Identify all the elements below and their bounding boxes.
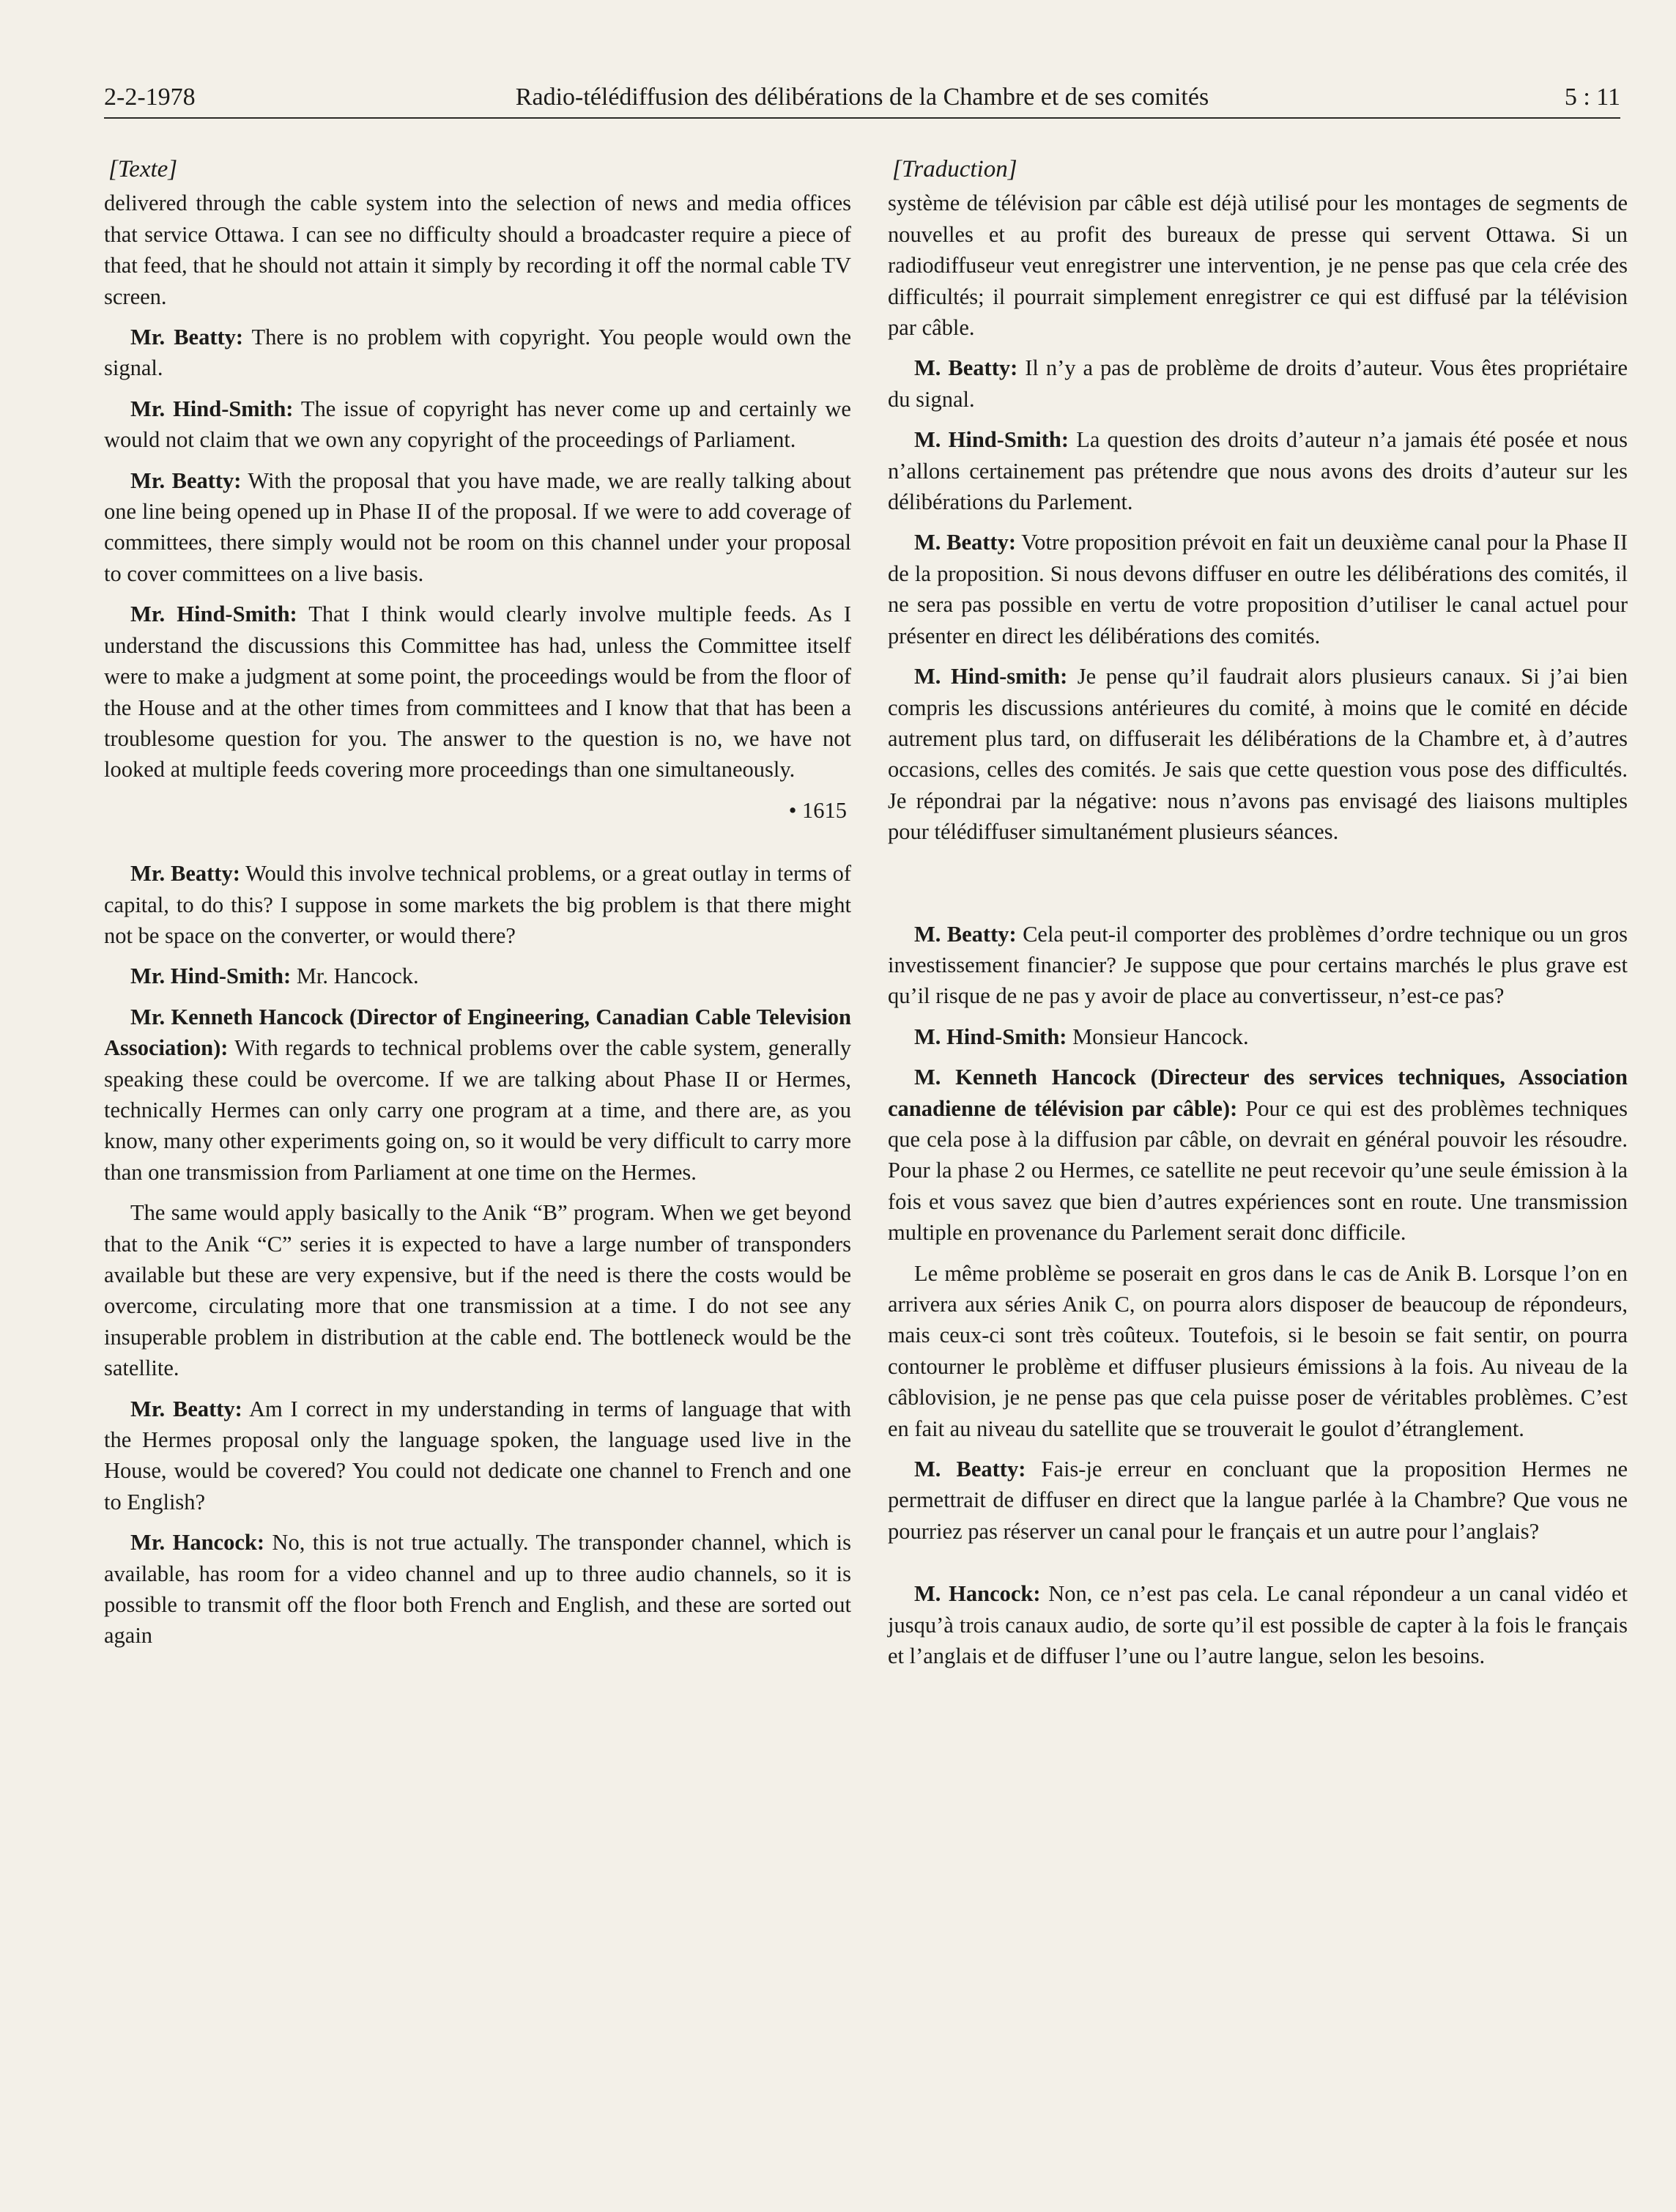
paragraph: [888, 527, 1628, 651]
speech-text: Fais-je erreur en concluant que la proposition Hermes ne permettrait de diffuser en direct que la langue parlée à la Chambre? Que vous ne pourriez pas réserver un canal pour le français et un autre pour l’anglais?: [888, 1457, 1628, 1544]
paragraph: [104, 322, 851, 384]
header-page-number: 5 : 11: [1564, 84, 1620, 111]
speech-text: With the proposal that you have made, we are really talking about one line being opened up in Phase II of the proposal. If we were to add coverage of committees, there simply would not be room on this channel under your proposal to cover committees on a live basis.: [104, 467, 851, 586]
paragraph: [888, 1062, 1628, 1248]
paragraph: [104, 599, 851, 785]
speaker-name: M. Hind-smith:: [914, 664, 1068, 689]
speaker-name: Mr. Beatty:: [130, 1396, 242, 1421]
speaker-name: Mr. Hind-Smith:: [130, 602, 297, 627]
speech-text: Am I correct in my understanding in terms of language that with the Hermes proposal only the language spoken, the language used live in the House, would be covered? You could not dedicate one channel to French and one to English?: [104, 1396, 851, 1514]
paragraph: [104, 961, 851, 991]
column-label: [Texte]: [108, 156, 178, 182]
english-column: [104, 154, 851, 1661]
speaker-name: M. Beatty:: [914, 530, 1016, 555]
page-header: [104, 79, 1620, 119]
speech-text: Cela peut-il comporter des problèmes d’ordre technique ou un gros investissement financier? Je suppose que pour certains marchés le plus grave est qu’il risque de ne pas y avoir de place au convertisseur, n’est-ce pas?: [888, 921, 1628, 1009]
speech-text: La question des droits d’auteur n’a jamais été posée et nous n’allons certainement pas prétendre que nous avons des droits d’auteur sur les délibérations du Parlement.: [888, 427, 1628, 515]
paragraph: [104, 1002, 851, 1188]
paragraph: The same would apply basically to the Anik “B” program. When we get beyond that to the Anik “C” series it is expected to have a large number of transponders available but these are very expensive, but if the need is there the costs would be overcome, circulating more that one transmission at a time. I do not see any insuperable problem in distribution at the cable end. The bottleneck would be the satellite.: [104, 1200, 851, 1381]
paragraph: [888, 1454, 1628, 1547]
paragraph: système de télévision par câble est déjà utilisé pour les montages de segments de nouvelles et au profit des bureaux de presse qui servent Ottawa. Si un radiodiffuseur veut enregistrer une intervention, je ne pense pas que cela crée des difficultés; il pourrait simplement enregistrer ce qui est diffusé par la télévision par câble.: [888, 191, 1628, 341]
paragraph: Le même problème se poserait en gros dans le cas de Anik B. Lorsque l’on en arrivera aux séries Anik C, on pourra alors disposer de beaucoup de répondeurs, mais ceux-ci sont très coûteux. Toutefois, si le besoin se fait sentir, on pourra contourner le problème et diffuser plusieurs émissions à la fois. Au niveau de la câblovision, je ne pense pas que cela puisse poser de véritables problèmes. C’est en fait au niveau du satellite que se trouverait le goulot d’étranglement.: [888, 1260, 1628, 1441]
speaker-name: Mr. Hind-Smith:: [130, 963, 292, 989]
paragraph: [104, 393, 851, 456]
paragraph: [888, 424, 1628, 517]
speech-text: Votre proposition prévoit en fait un deuxième canal pour la Phase II de la proposition. Si nous devons diffuser en outre les délibérations des comités, il ne sera pas possible en vertu de votre proposition d’utiliser le canal actuel pour présenter en direct les délibérations des comités.: [888, 530, 1628, 648]
header-title: Radio-télédiffusion des délibérations de la Chambre et de ses comités: [515, 84, 1209, 111]
speech-text: There is no problem with copyright. You people would own the signal.: [104, 325, 851, 381]
speaker-name: Mr. Beatty:: [130, 861, 240, 887]
french-column: [888, 154, 1628, 1681]
speaker-name: M. Kenneth Hancock (Directeur des services techniques, Association canadienne de télévision par câble):: [888, 1065, 1628, 1121]
speaker-name: M. Hind-Smith:: [914, 427, 1069, 453]
speech-text: That I think would clearly involve multiple feeds. As I understand the discussions this Committee has had, unless the Committee itself were to make a judgment at some point, the proceedings would be from the floor of the House and at the other times from committees and I know that that has been a troublesome question for you. The answer to the question is no, we have not looked at multiple feeds covering more proceedings than one simultaneously.: [104, 602, 851, 783]
speech-text: Je pense qu’il faudrait alors plusieurs canaux. Si j’ai bien compris les discussions antérieures du comité, à moins que le comité en décide autrement plus tard, on diffuserait les délibérations de la Chambre et, à d’autres occasions, celles des comités. Je sais que cette question vous pose des difficultés. Je répondrai par la négative: nous n’avons pas envisagé des liaisons multiples pour télédiffuser simultanément plusieurs séances.: [888, 664, 1628, 845]
speech-text: Pour ce qui est des problèmes techniques que cela pose à la diffusion par câble, on devrait en général pouvoir les résoudre. Pour la phase 2 ou Hermes, ce satellite ne peut recevoir qu’une seule émission à la fois et vous savez que bien d’autres expériences sont en route. Une transmission multiple en provenance du Parlement serait donc difficile.: [888, 1095, 1628, 1246]
speaker-name: Mr. Hancock:: [130, 1530, 264, 1556]
speech-text: With regards to technical problems over the cable system, generally speaking these could be overcome. If we are talking about Phase II or Hermes, technically Hermes can only carry one program at a time, and there are, as you know, many other experiments going on, so it would be very difficult to carry more than one transmission from Parliament at one time on the Hermes.: [104, 1035, 851, 1185]
speaker-name: Mr. Kenneth Hancock (Director of Engineering, Canadian Cable Television Association):: [104, 1004, 851, 1061]
speech-text: No, this is not true actually. The transponder channel, which is available, has room for a video channel and up to three audio channels, so it is possible to transmit off the floor both French and English, and these are sorted out again: [104, 1530, 851, 1649]
speaker-name: M. Beatty:: [914, 921, 1017, 947]
speaker-name: M. Beatty:: [914, 355, 1018, 381]
speaker-name: M. Hind-Smith:: [914, 1024, 1067, 1049]
time-marker: • 1615: [788, 797, 847, 823]
speech-text: Mr. Hancock.: [291, 963, 419, 989]
column-label: [Traduction]: [892, 156, 1017, 182]
speaker-name: M. Beatty:: [914, 1457, 1026, 1482]
speaker-name: Mr. Beatty:: [130, 325, 244, 350]
speech-text: Would this involve technical problems, or a great outlay in terms of capital, to do this? I suppose in some markets the big problem is that there might not be space on the converter, or would there?: [104, 861, 851, 948]
speech-text: Il n’y a pas de problème de droits d’auteur. Vous êtes propriétaire du signal.: [888, 355, 1628, 412]
speech-text: Monsieur Hancock.: [1067, 1024, 1249, 1049]
paragraph: [104, 465, 851, 590]
speech-text: The issue of copyright has never come up and certainly we would not claim that we own any copyright of the proceedings of Parliament.: [104, 396, 851, 453]
paragraph: [104, 1527, 851, 1651]
paragraph: [104, 1394, 851, 1518]
header-date: 2-2-1978: [104, 84, 196, 111]
paragraph: [888, 1021, 1628, 1052]
paragraph: [888, 661, 1628, 847]
speaker-name: Mr. Hind-Smith:: [130, 396, 294, 421]
paragraph: [888, 352, 1628, 415]
paragraph: [888, 1578, 1628, 1671]
speech-text: Non, ce n’est pas cela. Le canal répondeur a un canal vidéo et jusqu’à trois canaux audio, de sorte qu’il est possible de capter à la fois le français et l’anglais et de diffuser l’une ou l’autre langue, selon les besoins.: [888, 1581, 1628, 1669]
speaker-name: Mr. Beatty:: [130, 467, 242, 493]
paragraph: [888, 919, 1628, 1012]
speaker-name: M. Hancock:: [914, 1581, 1041, 1607]
paragraph: delivered through the cable system into the selection of news and media offices that service Ottawa. I can see no difficulty should a broadcaster require a piece of that feed, that he should not attain it simply by recording it off the normal cable TV screen.: [104, 191, 851, 309]
paragraph: [104, 858, 851, 951]
